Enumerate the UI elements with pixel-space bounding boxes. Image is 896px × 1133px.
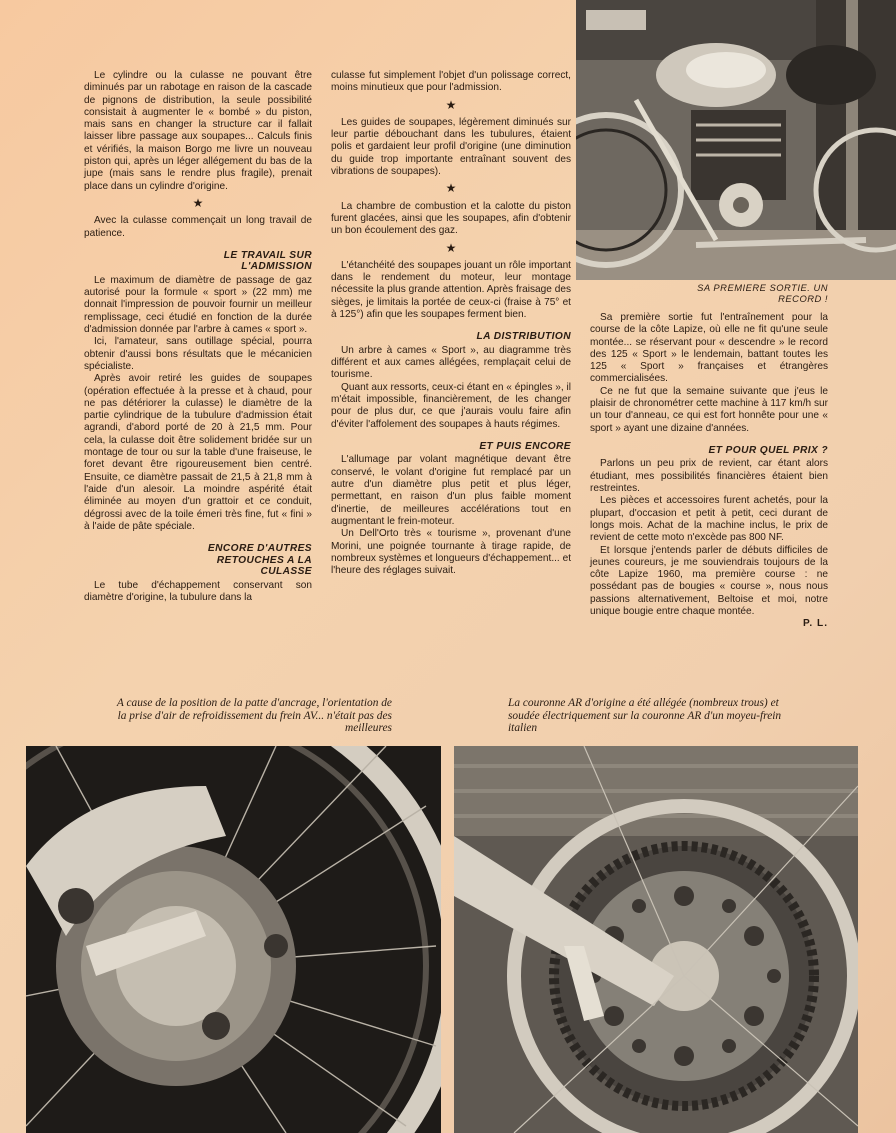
author-signature: P. L. [802, 618, 828, 630]
star-separator: ★ [445, 240, 457, 255]
section-heading: ENCORE D'AUTRES RETOUCHES A LA CULASSE [207, 543, 312, 578]
col2-paragraph: L'étanchéité des soupapes jouant un rôle important dans le rendement du moteur, leur montage nécessite la plus grande attention. Après fraisage des sièges, je limitais la portée de ceux-ci (fraise à 75° et à 125°) afin que les soupapes ferment bien. [331, 259, 571, 321]
col1-paragraph: Ici, l'amateur, sans outillage spécial, pourra obtenir d'aussi bons résultats que le mécanicien spécialiste. [84, 336, 312, 372]
section-heading: LA DISTRIBUTION [476, 331, 571, 343]
col3-paragraph: Les pièces et accessoires furent achetés, pour la plupart, d'occasion et petit à petit, ceci durant de longs mois. Achat de la machine inclus, le prix de revient de cette moto n'excède pas 800 NF. [590, 495, 828, 544]
section-heading: ET POUR QUEL PRIX ? [708, 444, 828, 456]
text-column-3 [590, 282, 828, 631]
star-separator: ★ [192, 195, 204, 210]
section-heading: ET PUIS ENCORE [479, 440, 571, 452]
col1-paragraph: Avec la culasse commençait un long travail de patience. [84, 215, 312, 239]
col2-paragraph: culasse fut simplement l'objet d'un polissage correct, moins minutieux que pour l'admission. [331, 70, 571, 94]
col1-paragraph: Le tube d'échappement conservant son diamètre d'origine, la tubulure dans la [84, 579, 312, 603]
col2-paragraph: La chambre de combustion et la calotte du piston furent glacées, ainsi que les soupapes, afin d'obtenir un bon écoulement des gaz. [331, 200, 571, 237]
motorcycle-photo [576, 0, 896, 280]
photo-caption-top: SA PREMIERE SORTIE. UN RECORD ! [697, 282, 828, 304]
star-separator: ★ [445, 97, 457, 112]
col2-paragraph: Les guides de soupapes, légèrement diminués sur leur partie débouchant dans les tubulures, étaient polis et gardaient leur profil d'origine (une diminution du guide trop importante entraînant souvent des vibrations de soupapes). [331, 116, 571, 178]
col3-paragraph: Parlons un peu prix de revient, car étant alors étudiant, mes possibilités financières étaient bien restreintes. [590, 458, 828, 495]
col2-paragraph: Un arbre à cames « Sport », au diagramme très différent et aux cames allégées, remplaçait celui de tourisme. [331, 344, 571, 381]
rear-sprocket-photo [454, 746, 858, 1133]
text-column-2 [331, 70, 571, 577]
col3-paragraph: Et lorsque j'entends parler de débuts difficiles de jeunes coureurs, je me souviendrais toujours de la côte Lapize 1960, ma première course : ne possédant pas de bougies « course », nous nous passions alternativement, Beltoise et moi, notre unique bougie entre chaque montée. [590, 544, 828, 618]
caption-left: A cause de la position de la patte d'ancrage, l'orientation de la prise d'air de refroidissement du frein AV... n'était pas des meilleures [116, 697, 392, 735]
star-separator: ★ [445, 181, 457, 196]
col2-paragraph: Quant aux ressorts, ceux-ci étant en « épingles », il m'était impossible, financièrement, de les changer pour de plus dur, ce que j'aurais voulu faire afin d'éviter l'affolement des soupapes à hauts régimes. [331, 381, 571, 430]
section-heading: LE TRAVAIL SUR L'ADMISSION [223, 249, 312, 273]
text-column-1 [84, 70, 312, 604]
front-brake-photo [26, 746, 441, 1133]
col3-paragraph: Ce ne fut que la semaine suivante que j'eus le plaisir de chronométrer cette machine à 117 km/h sur un tour d'anneau, ce qui est fort honnête pour une « sport » ayant une dizaine d'années. [590, 385, 828, 434]
col3-paragraph: Sa première sortie fut l'entraînement pour la course de la côte Lapize, où elle ne fit qu'une seule montée... se réservant pour « descendre » le record des 125 « Sport » le lendemain, battant toutes les 125 « Sport » françaises et étrangères commercialisées. [590, 312, 828, 385]
col1-paragraph: Après avoir retiré les guides de soupapes (opération effectuée à la presse et à chaud, pour ne pas détériorer la culasse) le diamètre de la partie cylindrique de la tubulure d'admission était agrandi, d'abord porté de 20 à 21,5 mm. Pour cela, la culasse doit être solidement bridée sur un montage de tour ou sur la table d'une fraiseuse, le foret devant être rigoureusement bien centré. Ensuite, ce diamètre passait de 21,5 à 21,8 mm à l'aide d'un alesoir. La moindre aspérité était éliminée au moyen d'un grattoir et ce conduit, dégrossi avec de la toile émeri très fine, fut « fini » à l'aide de pâte spéciale. [84, 373, 312, 532]
col1-paragraph: Le maximum de diamètre de passage de gaz autorisé pour la formule « sport » (22 mm) me donnait l'impression de pouvoir fournir un meilleur remplissage, ceci étudié en fonction de la durée d'admission donnée par l'arbre à cames « sport ». [84, 274, 312, 336]
col1-paragraph: Le cylindre ou la culasse ne pouvant être diminués par un rabotage en raison de la cascade de pignons de distribution, la seule possibilité consistait à augmenter le « bombé » du piston, mais sans en changer la structure car il fallait laisser libre passage aux soupapes... Calculs finis et vérifiés, la maison Borgo me livre un nouveau piston qui, après un léger allégement du bas de la jupe (mais sans le rendre plus fragile), prenait place dans un cylindre d'origine. [84, 70, 312, 192]
col2-paragraph: Un Dell'Orto très « tourisme », provenant d'une Morini, une poignée tournante à tirage rapide, de nombreux systèmes et longueurs d'échappement... et l'heure des réglages suivait. [331, 528, 571, 577]
caption-right: La couronne AR d'origine a été allégée (nombreux trous) et soudée électriquement sur la couronne AR d'un moyeu-frein italien [508, 697, 782, 735]
col2-paragraph: L'allumage par volant magnétique devant être conservé, le volant d'origine fut remplacé par un autre d'un diamètre plus petit et plus léger, permettant, en raison d'un plus faible moment d'inertie, de meilleures accélérations tout en augmentant le frein-moteur. [331, 454, 571, 527]
